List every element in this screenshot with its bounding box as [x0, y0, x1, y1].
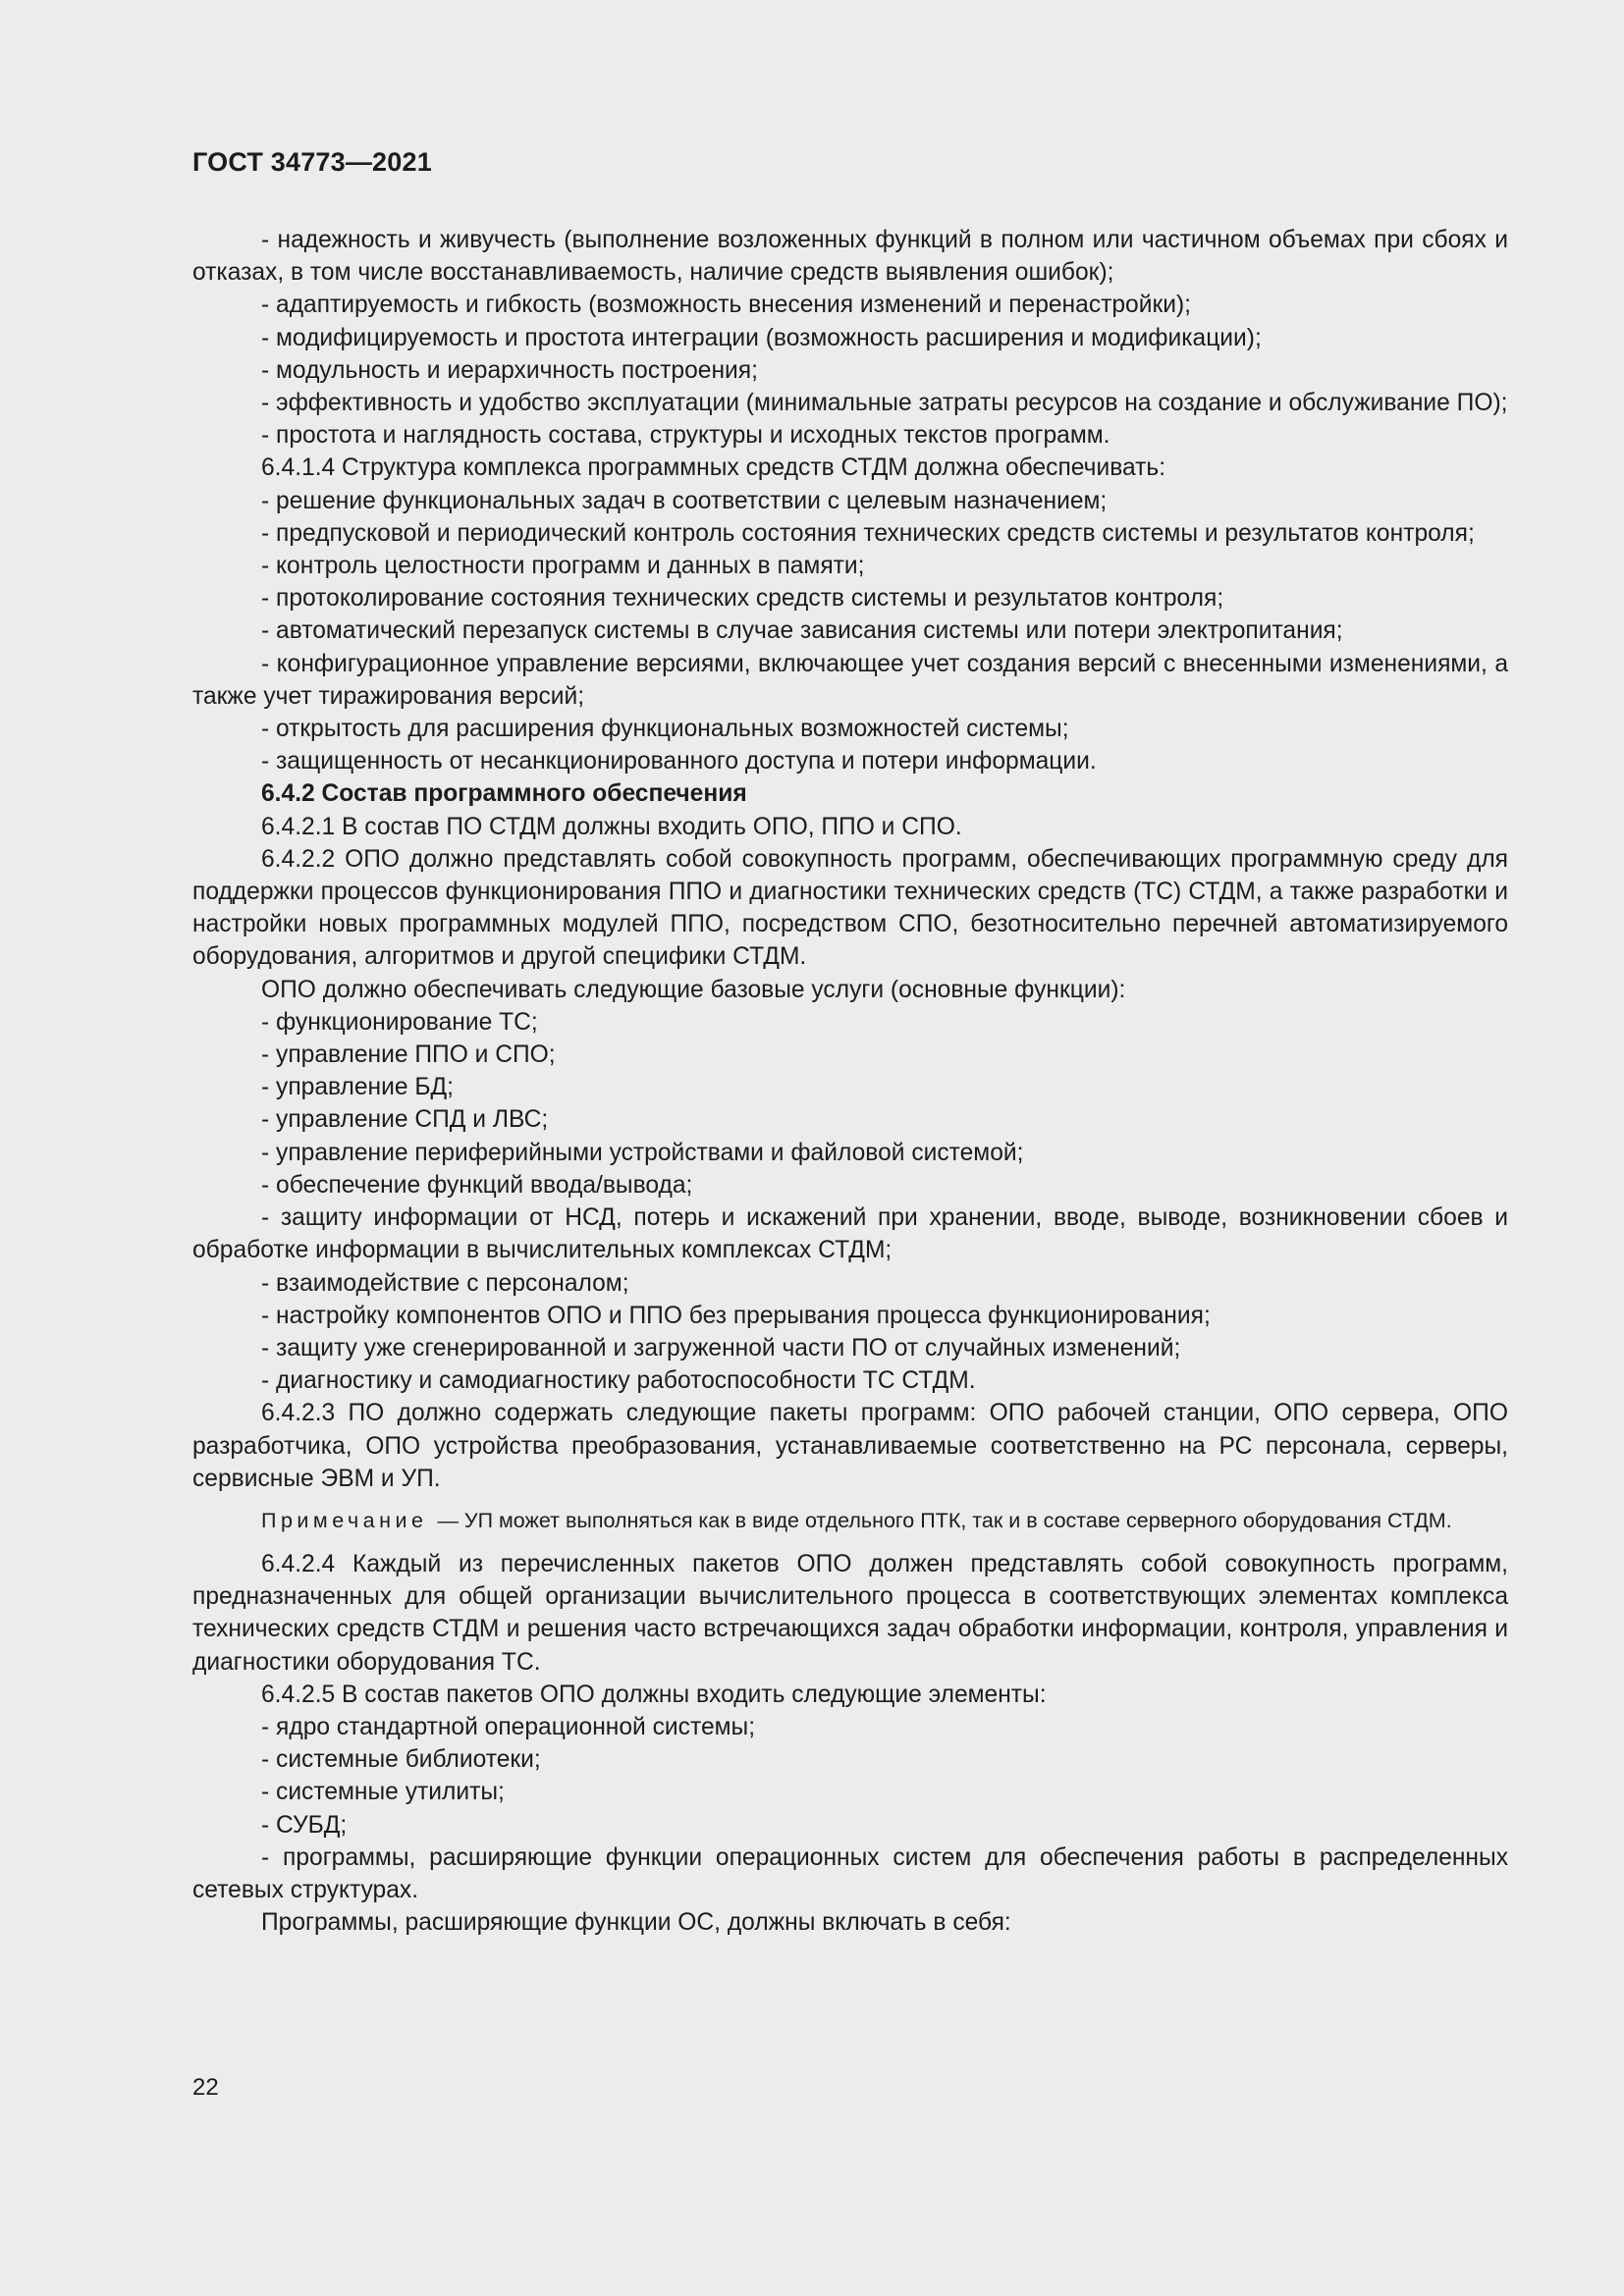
note-paragraph: [192, 1507, 1508, 1534]
body-paragraph: - функционирование ТС;: [261, 1008, 538, 1036]
body-paragraph: 6.4.2.3 ПО должно содержать следующие пакеты программ: ОПО рабочей станции, ОПО сервера, ОПО разработчика, ОПО устройства преобразования, устанавливаемые соответственно на РС персонала, серверы, сервисные ЭВМ и УП.: [192, 1400, 1508, 1492]
body-paragraph: - защиту информации от НСД, потерь и искажений при хранении, вводе, выводе, возникновении сбоев и обработке информации в вычислительных комплексах СТДМ;: [192, 1204, 1508, 1264]
body-paragraph: - протоколирование состояния технических средств системы и результатов контроля;: [261, 585, 1224, 613]
body-paragraph: - системные утилиты;: [261, 1779, 505, 1806]
body-paragraph: 6.4.2.2 ОПО должно представлять собой совокупность программ, обеспечивающих программную среду для поддержки процессов функционирования ППО и диагностики технических средств (ТС) СТДМ, а также разработки и настройки новых программных модулей ППО, посредством СПО, безотносительно перечней автоматизируемого оборудования, алгоритмов и другой специфики СТДМ.: [192, 845, 1508, 971]
section-heading: 6.4.2 Состав программного обеспечения: [261, 780, 747, 808]
body-paragraph: - открытость для расширения функциональных возможностей системы;: [261, 716, 1069, 743]
body-paragraph: - диагностику и самодиагностику работоспособности ТС СТДМ.: [261, 1367, 976, 1395]
body-paragraph: 6.4.1.4 Структура комплекса программных средств СТДМ должна обеспечивать:: [261, 454, 1166, 482]
body-paragraph: - адаптируемость и гибкость (возможность внесения изменений и перенастройки);: [261, 292, 1191, 319]
body-paragraph: - управление БД;: [261, 1074, 454, 1101]
body-paragraph: - обеспечение функций ввода/вывода;: [261, 1171, 693, 1199]
body-paragraph: ОПО должно обеспечивать следующие базовые услуги (основные функции):: [261, 976, 1126, 1003]
body-paragraph: - управление периферийными устройствами и файловой системой;: [261, 1139, 1024, 1166]
body-paragraph: 6.4.2.1 В состав ПО СТДМ должны входить ОПО, ППО и СПО.: [261, 813, 962, 840]
body-paragraph: - автоматический перезапуск системы в случае зависания системы или потери электропитания;: [261, 617, 1343, 645]
body-paragraph: - программы, расширяющие функции операционных систем для обеспечения работы в распределенных сетевых структурах.: [192, 1843, 1508, 1903]
body-paragraph: - надежность и живучесть (выполнение возложенных функций в полном или частичном объемах при сбоях и отказах, в том числе восстанавливаемость, наличие средств выявления ошибок);: [192, 227, 1508, 287]
body-paragraph: - системные библиотеки;: [261, 1746, 541, 1774]
body-paragraph: 6.4.2.4 Каждый из перечисленных пакетов ОПО должен представлять собой совокупность программ, предназначенных для общей организации вычислительного процесса в соответствующих элементах комплекса технических средств СТДМ и решения часто встречающихся задач обработки информации, контроля, управления и диагностики оборудования ТС.: [192, 1550, 1508, 1676]
body-paragraph: - взаимодействие с персоналом;: [261, 1269, 629, 1297]
body-paragraph: 6.4.2.5 В состав пакетов ОПО должны входить следующие элементы:: [261, 1681, 1047, 1708]
body-paragraph: - защиту уже сгенерированной и загруженной части ПО от случайных изменений;: [261, 1334, 1181, 1362]
body-paragraph: Программы, расширяющие функции ОС, должны включать в себя:: [261, 1909, 1011, 1937]
body-paragraph: - предпусковой и периодический контроль состояния технических средств системы и результатов контроля;: [261, 519, 1475, 547]
body-paragraph: - управление СПД и ЛВС;: [261, 1106, 549, 1134]
document-standard-id: ГОСТ 34773—2021: [192, 147, 432, 177]
body-paragraph: - решение функциональных задач в соответствии с целевым назначением;: [261, 487, 1108, 514]
body-paragraph: - ядро стандартной операционной системы;: [261, 1713, 756, 1740]
body-paragraph: - простота и наглядность состава, структуры и исходных текстов программ.: [261, 422, 1110, 450]
note-text: — УП может выполняться как в виде отдельного ПТК, так и в составе серверного оборудования СТДМ.: [437, 1508, 1452, 1532]
body-paragraph: - настройку компонентов ОПО и ППО без прерывания процесса функционирования;: [261, 1302, 1211, 1329]
body-paragraph: - эффективность и удобство эксплуатации (минимальные затраты ресурсов на создание и обслуживание ПО);: [261, 390, 1508, 417]
body-paragraph: - контроль целостности программ и данных в памяти;: [261, 553, 865, 580]
document-body: [192, 224, 1508, 1939]
note-label: Примечание: [261, 1508, 428, 1532]
body-paragraph: - управление ППО и СПО;: [261, 1041, 556, 1069]
body-paragraph: - модифицируемость и простота интеграции (возможность расширения и модификации);: [261, 324, 1262, 351]
body-paragraph: - конфигурационное управление версиями, включающее учет создания версий с внесенными изменениями, а также учет тиражирования версий;: [192, 650, 1508, 710]
body-paragraph: - защищенность от несанкционированного доступа и потери информации.: [261, 748, 1097, 775]
page-number: 22: [192, 2074, 219, 2101]
body-paragraph: - модульность и иерархичность построения;: [261, 356, 758, 384]
body-paragraph: - СУБД;: [261, 1811, 348, 1839]
